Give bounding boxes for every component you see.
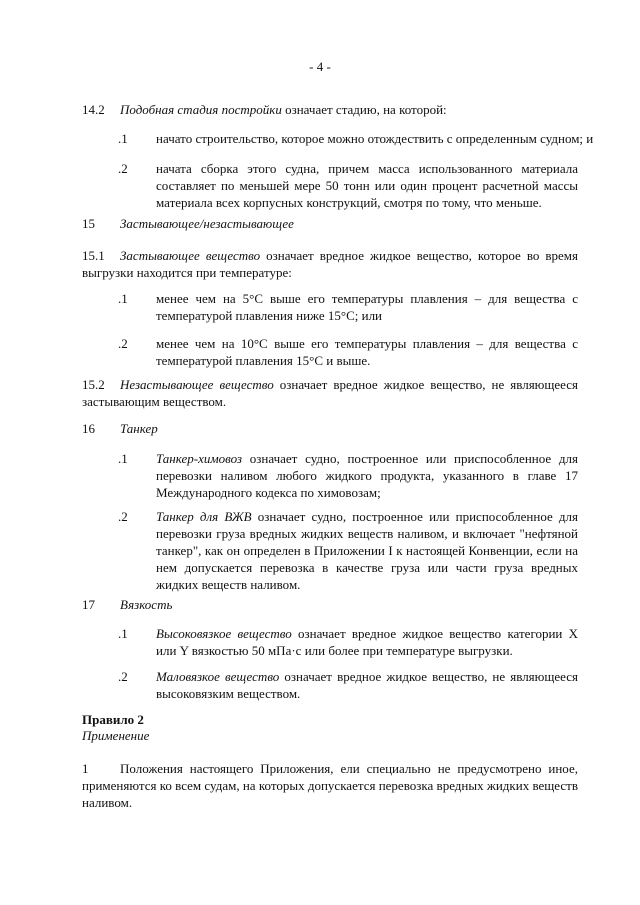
rule-subheading: Применение [82,728,150,743]
section-title: Застывающее/незастывающее [120,216,294,231]
definition-text [82,247,578,281]
section-number: 15.2 [82,377,105,392]
definition-body: означает вредное жидкое вещество, не являющееся высоковязким веществом. [156,669,578,701]
definition-body: означает вредное жидкое вещество, которое во время выгрузки находится при температуре: [82,248,579,280]
item-number: .2 [118,161,128,176]
item-text [156,625,578,659]
item-text [156,450,578,501]
defined-term: Застывающее вещество [120,248,261,263]
page-number: - 4 - [309,59,331,74]
item-text [156,508,578,593]
section-number: 15.1 [82,248,105,263]
section-number: 15 [82,216,95,231]
section-title: Танкер [120,421,158,436]
section-number: 14.2 [82,102,105,117]
rule-heading: Правило 2 [82,712,144,727]
definition-body: означает судно, построенное или приспособленное для перевозки наливом любого жидкого продукта, указанного в главе 17 Международного кодекса по химовозам; [156,451,578,500]
item-number: .1 [118,291,128,306]
item-text: менее чем на 5°С выше его температуры плавления – для вещества с температурой плавления ниже 15°С; или [156,291,578,323]
paragraph-text: Положения настоящего Приложения, ели специально не предусмотрено иное, применяются ко всем судам, на которых допускается перевозка вредных жидких веществ наливом. [82,761,578,810]
item-text: начато строительство, которое можно отождествить с определенным судном; и [156,131,594,146]
defined-term: Танкер для ВЖВ [156,509,252,524]
item-text: начата сборка этого судна, причем масса использованного материала составляет по меньшей мере 50 тонн или один процент расчетной массы материала всех корпусных конструкций, смотря по тому, что меньше. [156,161,578,210]
section-number: 17 [82,597,95,612]
item-text [156,668,578,702]
defined-term: Танкер-химовоз [156,451,243,466]
section-number: 16 [82,421,95,436]
definition-body: означает вредное жидкое вещество, не являющееся застывающим веществом. [82,377,579,409]
definition-body: означает вредное жидкое вещество категории X или Y вязкостью 50 мПа·с или более при температуре выгрузки. [156,626,579,658]
definition-text [82,376,578,410]
paragraph-number: 1 [82,761,89,776]
defined-term: Подобная стадия постройки [120,102,282,117]
item-number: .1 [118,451,128,466]
definition-text [120,101,578,118]
item-number: .1 [118,626,128,641]
defined-term: Маловязкое вещество [156,669,280,684]
item-text: менее чем на 10°С выше его температуры плавления – для вещества с температурой плавления 15°С и выше. [156,336,578,368]
item-number: .2 [118,509,128,524]
definition-body: означает судно, построенное или приспособленное для перевозки груза вредных жидких веществ наливом, и включает "нефтяной танкер", как он определен в Приложении I к настоящей Конвенции, если на нем допускается перевозка в качестве груза или части груза вредных жидких веществ наливом. [156,509,578,592]
item-number: .2 [118,336,128,351]
defined-term: Незастывающее вещество [120,377,274,392]
section-title: Вязкость [120,597,173,612]
item-number: .1 [118,131,128,146]
item-number: .2 [118,669,128,684]
defined-term: Высоковязкое вещество [156,626,292,641]
definition-body: означает стадию, на которой: [281,102,447,117]
